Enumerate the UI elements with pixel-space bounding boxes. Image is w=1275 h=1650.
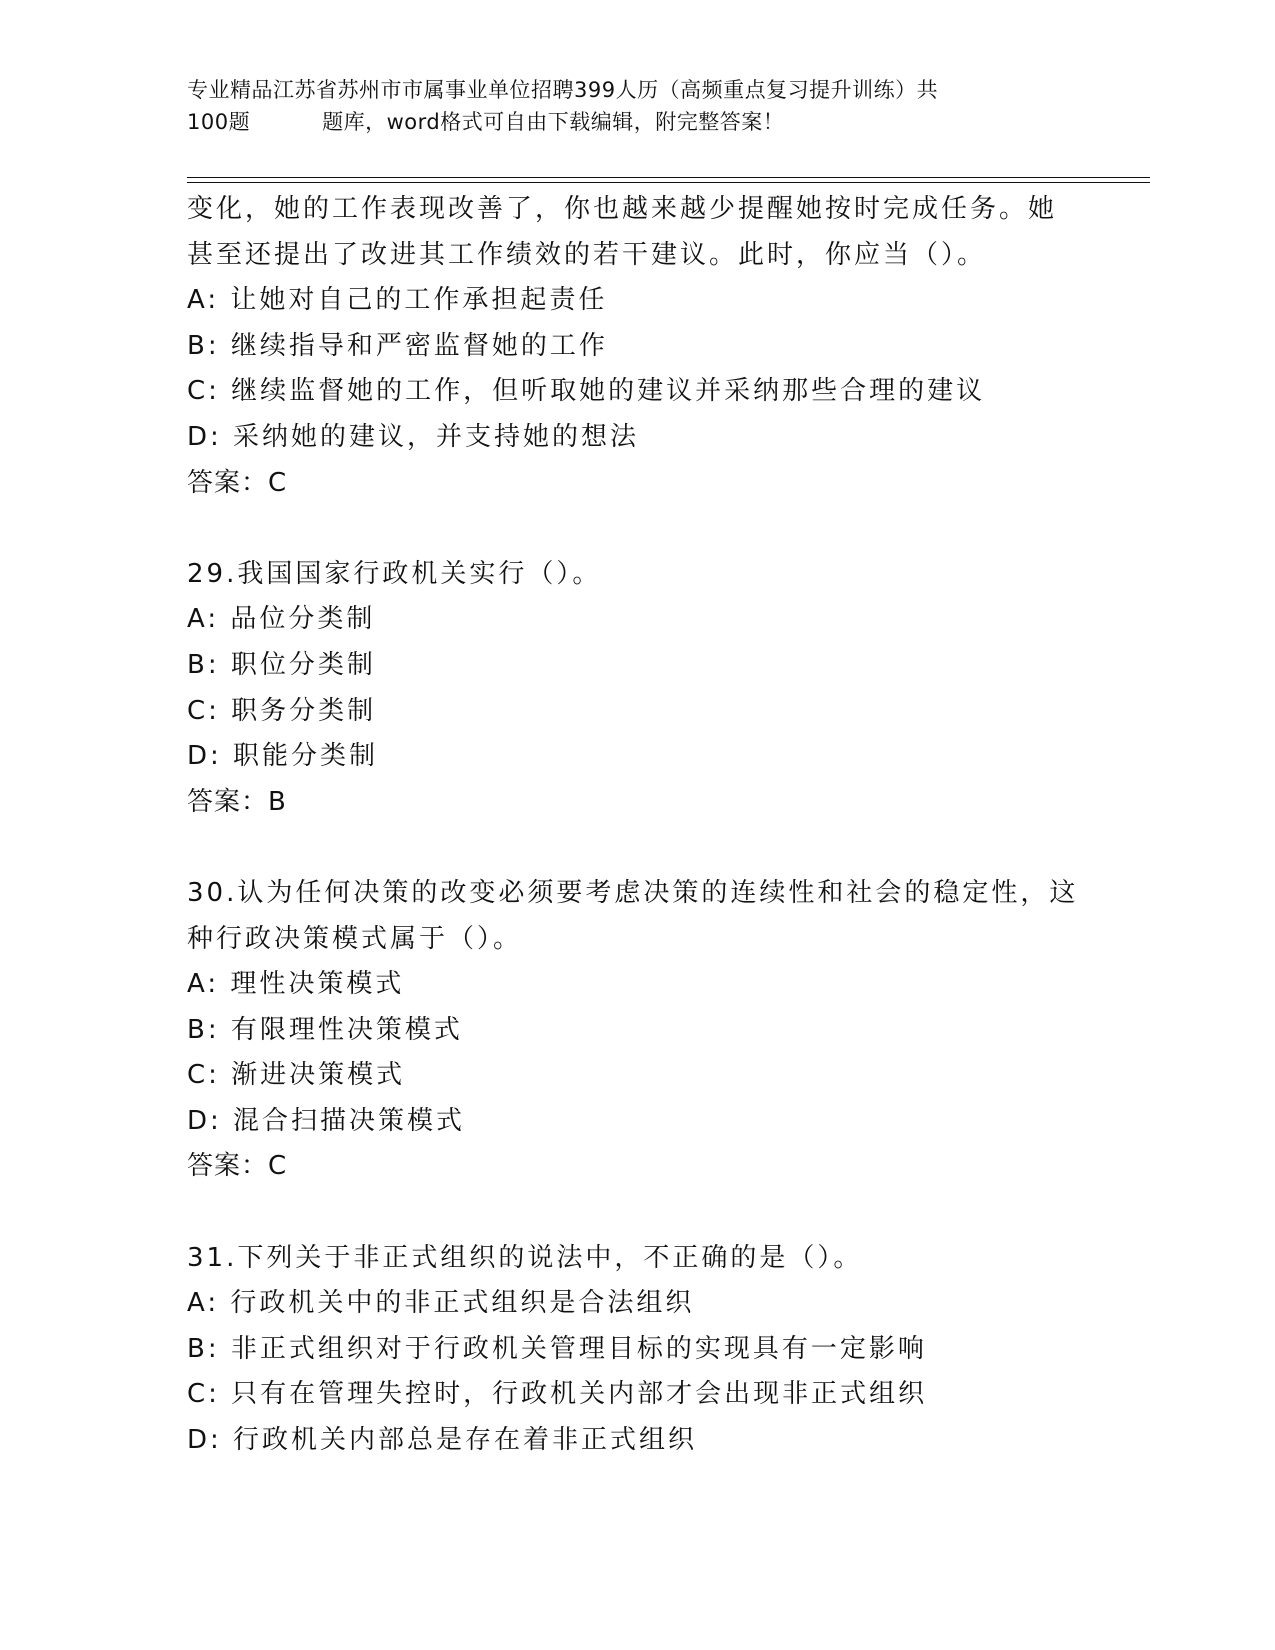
- option-c: C: 继续监督她的工作，但听取她的建议并采纳那些合理的建议: [187, 376, 986, 407]
- option-b: B: 非正式组织对于行政机关管理目标的实现具有一定影响: [187, 1333, 927, 1364]
- header-question-count: 100题: [187, 110, 251, 134]
- question-30: [187, 871, 1087, 1190]
- header-divider-top: [187, 177, 1150, 178]
- option-b: B: 有限理性决策模式: [187, 1014, 463, 1045]
- option-a: A: 行政机关中的非正式组织是合法组织: [187, 1288, 695, 1319]
- option-b: B: 继续指导和严密监督她的工作: [187, 330, 608, 361]
- option-a: A: 理性决策模式: [187, 969, 405, 1000]
- question-stem: 31.下列关于非正式组织的说法中，不正确的是（）。: [187, 1242, 863, 1273]
- question-31: [187, 1236, 1087, 1464]
- header-title-line-2: [187, 106, 1087, 138]
- question-28: [187, 187, 1087, 506]
- header-title-line-1: 专业精品江苏省苏州市市属事业单位招聘399人历（高频重点复习提升训练）共: [187, 78, 939, 102]
- answer-line: 答案：C: [187, 1151, 288, 1182]
- page-header: [187, 74, 1087, 138]
- option-a: A: 品位分类制: [187, 604, 376, 635]
- option-c: C: 渐进决策模式: [187, 1060, 406, 1091]
- option-b: B: 职位分类制: [187, 649, 376, 680]
- question-list: [187, 187, 1087, 1464]
- header-divider-bottom: [187, 182, 1150, 183]
- option-a: A: 让她对自己的工作承担起责任: [187, 285, 608, 316]
- option-c: C: 只有在管理失控时，行政机关内部才会出现非正式组织: [187, 1379, 928, 1410]
- answer-line: 答案：C: [187, 467, 288, 498]
- question-29: [187, 552, 1087, 826]
- question-stem: 30.认为任何决策的改变必须要考虑决策的连续性和社会的稳定性，这: [187, 877, 1079, 908]
- question-stem: 种行政决策模式属于（）。: [187, 923, 523, 954]
- question-stem: 29.我国国家行政机关实行（）。: [187, 558, 602, 589]
- option-d: D: 职能分类制: [187, 741, 379, 772]
- header-subtitle: 题库，word格式可自由下载编辑，附完整答案！: [322, 110, 785, 134]
- option-c: C: 职务分类制: [187, 695, 377, 726]
- option-d: D: 混合扫描决策模式: [187, 1105, 466, 1136]
- option-d: D: 行政机关内部总是存在着非正式组织: [187, 1425, 698, 1456]
- question-stem: 甚至还提出了改进其工作绩效的若干建议。此时，你应当（）。: [187, 239, 987, 270]
- question-stem: 变化，她的工作表现改善了，你也越来越少提醒她按时完成任务。她: [187, 194, 1058, 224]
- option-d: D: 采纳她的建议，并支持她的想法: [187, 421, 640, 452]
- answer-line: 答案：B: [187, 786, 287, 817]
